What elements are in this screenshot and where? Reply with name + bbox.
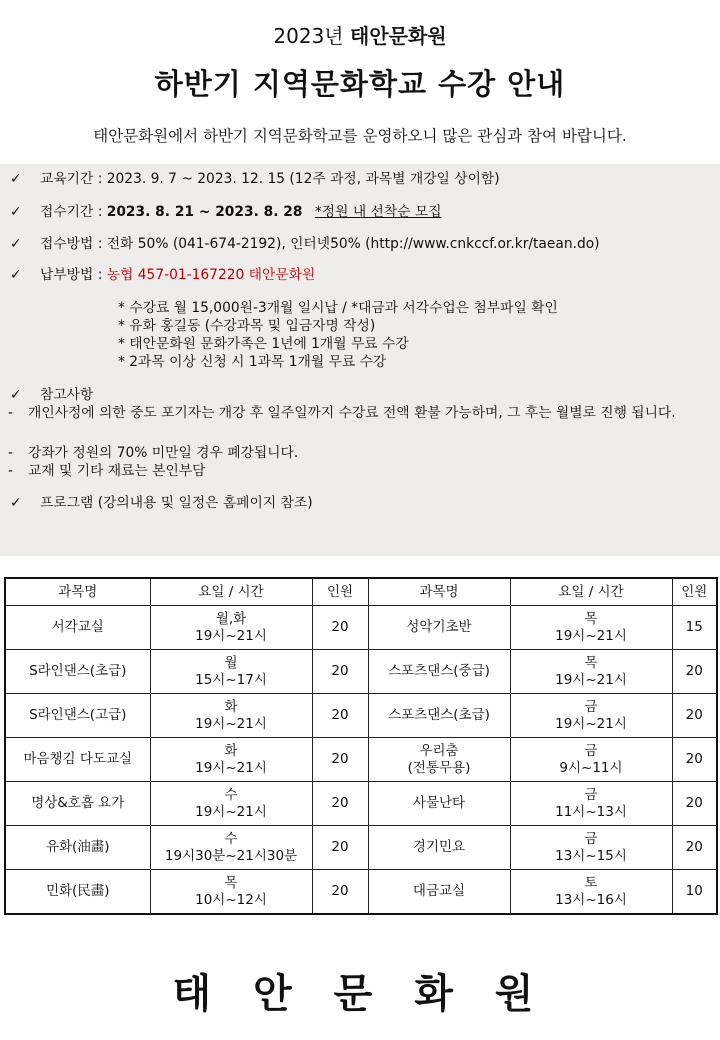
course-schedule-text: 토 — [584, 874, 598, 891]
column-header: 요일 / 시간 — [150, 578, 312, 606]
course-schedule-text: 13시~16시 — [555, 891, 627, 908]
course-schedule-text: 19시~21시 — [195, 715, 267, 732]
course-schedule-text: 19시~21시 — [555, 715, 627, 732]
course-schedule-text: 19시30분~21시30분 — [164, 847, 298, 864]
course-capacity-text: 20 — [331, 751, 349, 767]
course-capacity — [672, 650, 717, 694]
course-capacity-text: 20 — [331, 795, 349, 811]
course-name — [5, 738, 150, 782]
check-icon: ✓ — [10, 495, 22, 511]
course-schedule-text: 11시~13시 — [555, 803, 627, 820]
course-schedule-text: 금 — [584, 698, 598, 715]
fee-note: * 수강료 월 15,000원-3개월 일시납 / *대금과 서각수업은 첨부파일 확인 — [118, 300, 558, 316]
course-capacity — [672, 694, 717, 738]
course-capacity — [672, 870, 717, 915]
course-capacity — [672, 606, 717, 650]
course-schedule-text: 19시~21시 — [555, 671, 627, 688]
course-schedule — [510, 694, 672, 738]
course-name-text: 우리춤 — [419, 742, 459, 759]
table-row — [5, 738, 717, 782]
table-row — [5, 694, 717, 738]
course-name-text: 스포츠댄스(초급) — [388, 707, 490, 723]
course-name — [368, 782, 510, 826]
course-capacity-text: 20 — [331, 839, 349, 855]
column-header: 과목명 — [368, 578, 510, 606]
course-name — [368, 738, 510, 782]
table-row — [5, 606, 717, 650]
course-capacity — [672, 782, 717, 826]
check-icon: ✓ — [10, 236, 22, 252]
course-schedule-text: 월,화 — [215, 610, 247, 627]
course-capacity-text: 20 — [685, 795, 703, 811]
course-schedule — [510, 782, 672, 826]
table-row — [5, 782, 717, 826]
course-capacity-text: 20 — [685, 663, 703, 679]
course-schedule — [150, 738, 312, 782]
course-name — [368, 694, 510, 738]
reference-heading: 참고사항 — [40, 387, 94, 403]
course-capacity — [312, 826, 368, 870]
course-name-text: 사물난타 — [412, 795, 466, 811]
schedule-table — [4, 577, 718, 915]
year-line — [0, 20, 720, 49]
course-schedule-text: 화 — [224, 698, 238, 715]
course-schedule-text: 월 — [224, 654, 238, 671]
page-title: 하반기 지역문화학교 수강 안내 — [154, 67, 566, 101]
course-name — [5, 826, 150, 870]
course-name-text: (전통무용) — [407, 759, 471, 776]
course-schedule-text: 수 — [224, 830, 238, 847]
course-name-text: 유화(油畵) — [45, 839, 110, 855]
payment-label: 납부방법 : — [40, 267, 107, 283]
info-box — [0, 164, 720, 556]
course-capacity — [312, 782, 368, 826]
course-schedule-text: 19시~21시 — [195, 627, 267, 644]
course-schedule-text: 수 — [224, 786, 238, 803]
course-name — [5, 606, 150, 650]
course-schedule-text: 15시~17시 — [195, 671, 267, 688]
course-name — [368, 606, 510, 650]
course-schedule — [510, 650, 672, 694]
course-capacity — [672, 826, 717, 870]
reference-item-text: 개인사정에 의한 중도 포기자는 개강 후 일주일까지 수강료 전액 환불 가능하며, 그 후는 월별로 진행 됩니다. — [28, 405, 676, 421]
course-schedule — [150, 782, 312, 826]
reception-value: 2023. 8. 21 ~ 2023. 8. 28 — [106, 204, 303, 220]
course-schedule-text: 13시~15시 — [555, 847, 627, 864]
table-row — [5, 870, 717, 915]
course-capacity — [312, 738, 368, 782]
course-schedule-text: 금 — [584, 742, 598, 759]
table-header-row — [5, 578, 717, 606]
year-text: 2023년 — [273, 24, 344, 48]
course-schedule-text: 19시~21시 — [195, 803, 267, 820]
column-header: 인원 — [312, 578, 368, 606]
course-schedule-text: 목 — [584, 654, 598, 671]
course-capacity — [312, 694, 368, 738]
course-schedule — [510, 606, 672, 650]
course-name-text: S라인댄스(고급) — [29, 707, 127, 723]
course-capacity-text: 10 — [685, 883, 703, 899]
course-name-text: S라인댄스(초급) — [29, 663, 127, 679]
reference-item — [0, 404, 720, 440]
course-name — [5, 870, 150, 915]
course-capacity — [672, 738, 717, 782]
course-capacity-text: 20 — [331, 707, 349, 723]
course-schedule — [510, 870, 672, 915]
course-schedule — [150, 694, 312, 738]
program-text: 프로그램 (강의내용 및 일정은 홈페이지 참조) — [40, 495, 313, 511]
column-header: 인원 — [672, 578, 717, 606]
reception-label: 접수기간 : — [40, 204, 107, 220]
course-schedule-text: 19시~21시 — [555, 627, 627, 644]
course-capacity-text: 15 — [685, 619, 703, 635]
course-name — [368, 826, 510, 870]
method-label: 접수방법 : — [40, 236, 107, 252]
reference-item-text: 교재 및 기타 재료는 본인부담 — [28, 463, 206, 479]
course-schedule-text: 목 — [584, 610, 598, 627]
check-icon: ✓ — [10, 204, 22, 220]
course-capacity — [312, 606, 368, 650]
course-schedule — [150, 870, 312, 915]
course-name-text: 대금교실 — [412, 883, 466, 899]
column-header: 과목명 — [5, 578, 150, 606]
period-label: 교육기간 : — [40, 171, 107, 187]
reference-item-text: 강좌가 정원의 70% 미만일 경우 폐강됩니다. — [28, 445, 299, 461]
footer-org-name: 태 안 문 화 원 — [172, 971, 548, 1017]
course-schedule — [150, 650, 312, 694]
check-icon: ✓ — [10, 171, 22, 187]
course-schedule-text: 19시~21시 — [195, 759, 267, 776]
course-schedule-text: 9시~11시 — [559, 759, 623, 776]
course-schedule-text: 화 — [224, 742, 238, 759]
course-capacity-text: 20 — [331, 619, 349, 635]
column-header: 요일 / 시간 — [510, 578, 672, 606]
course-name — [5, 782, 150, 826]
course-schedule — [150, 826, 312, 870]
course-name — [368, 870, 510, 915]
course-schedule-text: 금 — [584, 830, 598, 847]
check-icon: ✓ — [10, 267, 22, 283]
course-name-text: 성악기초반 — [406, 619, 472, 635]
fee-note: * 유화 홍길동 (수강과목 및 입금자명 작성) — [118, 318, 376, 334]
course-name-text: 경기민요 — [412, 839, 466, 855]
course-name — [5, 694, 150, 738]
fee-note: * 태안문화원 문화가족은 1년에 1개월 무료 수강 — [118, 336, 409, 352]
dash-mark: - — [8, 405, 13, 421]
course-name-text: 민화(民畵) — [45, 883, 110, 899]
course-name — [5, 650, 150, 694]
course-capacity-text: 20 — [331, 883, 349, 899]
course-capacity-text: 20 — [685, 751, 703, 767]
org-name: 태안문화원 — [349, 24, 447, 48]
course-name — [368, 650, 510, 694]
table-row — [5, 650, 717, 694]
course-capacity-text: 20 — [685, 839, 703, 855]
period-value: 2023. 9. 7 ~ 2023. 12. 15 (12주 과정, 과목별 개강일 상이함) — [106, 171, 500, 187]
course-schedule — [150, 606, 312, 650]
course-schedule-text: 금 — [584, 786, 598, 803]
check-icon: ✓ — [10, 387, 22, 403]
payment-value: 농협 457-01-167220 태안문화원 — [106, 267, 316, 283]
course-capacity — [312, 870, 368, 915]
course-capacity — [312, 650, 368, 694]
dash-mark: - — [8, 445, 13, 461]
intro-text: 태안문화원에서 하반기 지역문화학교를 운영하오니 많은 관심과 참여 바랍니다. — [93, 127, 627, 145]
course-capacity-text: 20 — [331, 663, 349, 679]
course-schedule — [510, 738, 672, 782]
table-row — [5, 826, 717, 870]
course-schedule — [510, 826, 672, 870]
course-name-text: 마음챙김 다도교실 — [23, 751, 133, 767]
course-name-text: 명상&호흡 요가 — [31, 795, 125, 811]
course-capacity-text: 20 — [685, 707, 703, 723]
reception-note: *정원 내 선착순 모집 — [314, 204, 442, 220]
course-schedule-text: 목 — [224, 874, 238, 891]
course-name-text: 서각교실 — [51, 619, 104, 635]
course-name-text: 스포츠댄스(중급) — [388, 663, 490, 679]
dash-mark: - — [8, 463, 13, 479]
course-schedule-text: 10시~12시 — [195, 891, 267, 908]
fee-note: * 2과목 이상 신청 시 1과목 1개월 무료 수강 — [118, 354, 387, 370]
method-value: 전화 50% (041-674-2192), 인터넷50% (http://www.cnkccf.or.kr/taean.do) — [106, 236, 600, 252]
